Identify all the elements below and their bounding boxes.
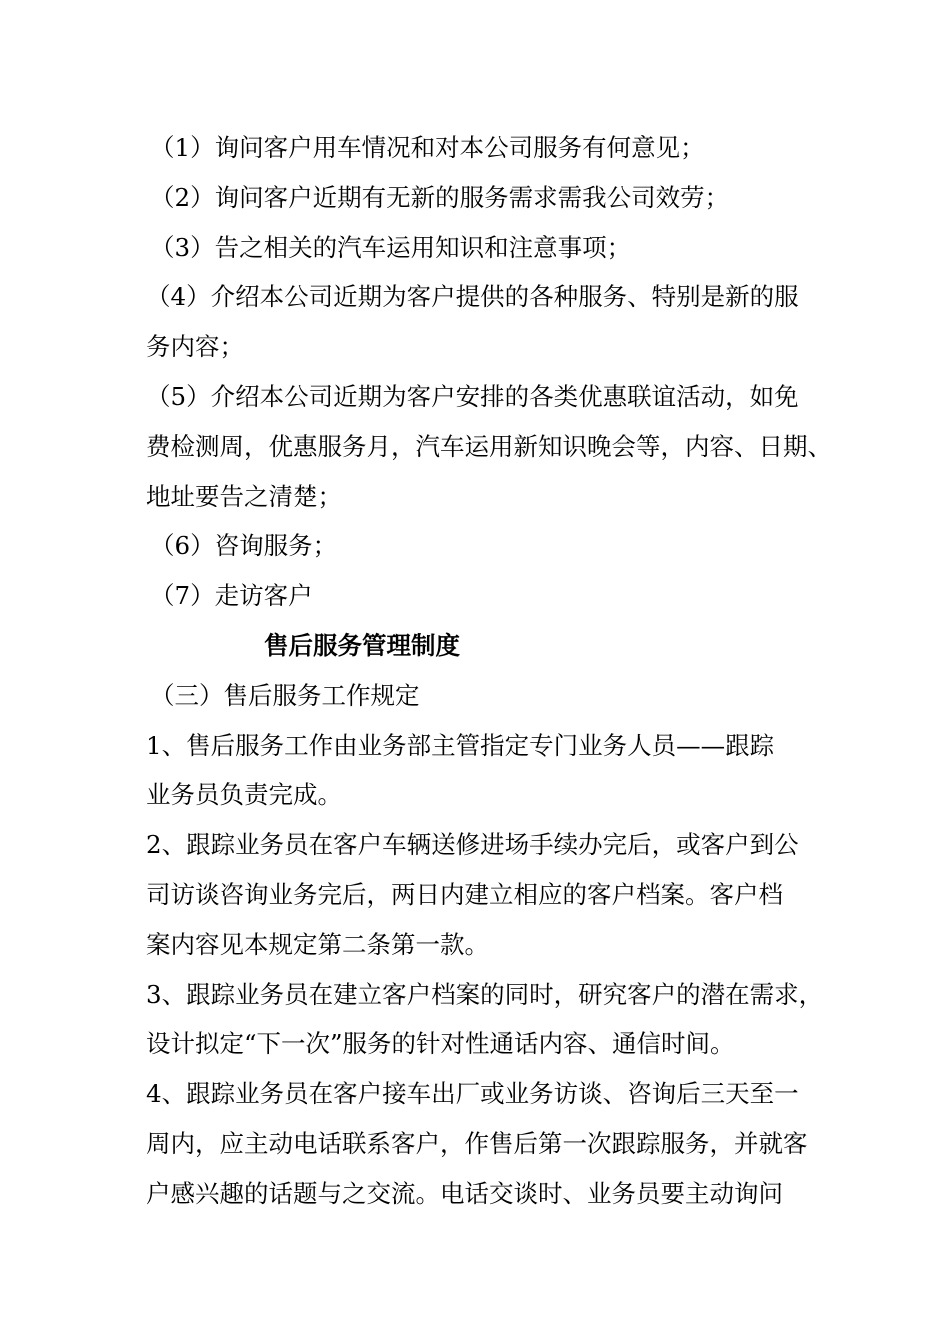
list-item-4-line-1: （4）介绍本公司近期为客户提供的各种服务、特别是新的服 [146, 282, 799, 312]
rule-2-line-1: 2、跟踪业务员在客户车辆送修进场手续办完后，或客户到公 [146, 830, 799, 860]
list-item-1: （1）询问客户用车情况和对本公司服务有何意见； [150, 133, 705, 162]
subsection-title: （三）售后服务工作规定 [150, 680, 420, 710]
list-item-4-line-2: 务内容； [146, 332, 244, 362]
rule-4-line-2: 周内，应主动电话联系客户，作售后第一次跟踪服务，并就客 [146, 1128, 808, 1158]
list-item-6: （6）咨询服务； [150, 531, 338, 561]
rule-2-line-3: 案内容见本规定第二条第一款。 [146, 929, 489, 959]
rule-4-line-3: 户感兴趣的话题与之交流。电话交谈时、业务员要主动询问 [146, 1178, 783, 1208]
list-item-7: （7）走访客户 [150, 581, 313, 611]
document-body [146, 123, 832, 1219]
rule-1-line-2: 业务员负责完成。 [146, 780, 342, 810]
list-item-5-line-1: （5）介绍本公司近期为客户安排的各类优惠联谊活动，如免 [146, 381, 799, 411]
list-item-5-line-3: 地址要告之清楚； [146, 481, 342, 511]
list-item-3: （3）告之相关的汽车运用知识和注意事项； [150, 232, 632, 262]
rule-4-line-1: 4、跟踪业务员在客户接车出厂或业务访谈、咨询后三天至一 [146, 1079, 799, 1109]
list-item-5-line-2: 费检测周，优惠服务月，汽车运用新知识晚会等，内容、日期、 [146, 431, 832, 461]
rule-1-line-1: 1、售后服务工作由业务部主管指定专门业务人员——跟踪 [146, 730, 775, 760]
list-item-2: （2）询问客户近期有无新的服务需求需我公司效劳； [150, 182, 730, 212]
section-heading: 售后服务管理制度 [264, 630, 460, 660]
rule-3-line-2: 设计拟定“下一次”服务的针对性通话内容、通信时间。 [146, 1029, 735, 1059]
rule-3-line-1: 3、跟踪业务员在建立客户档案的同时，研究客户的潜在需求， [146, 979, 824, 1009]
rule-2-line-2: 司访谈咨询业务完后，两日内建立相应的客户档案。客户档 [146, 879, 783, 909]
